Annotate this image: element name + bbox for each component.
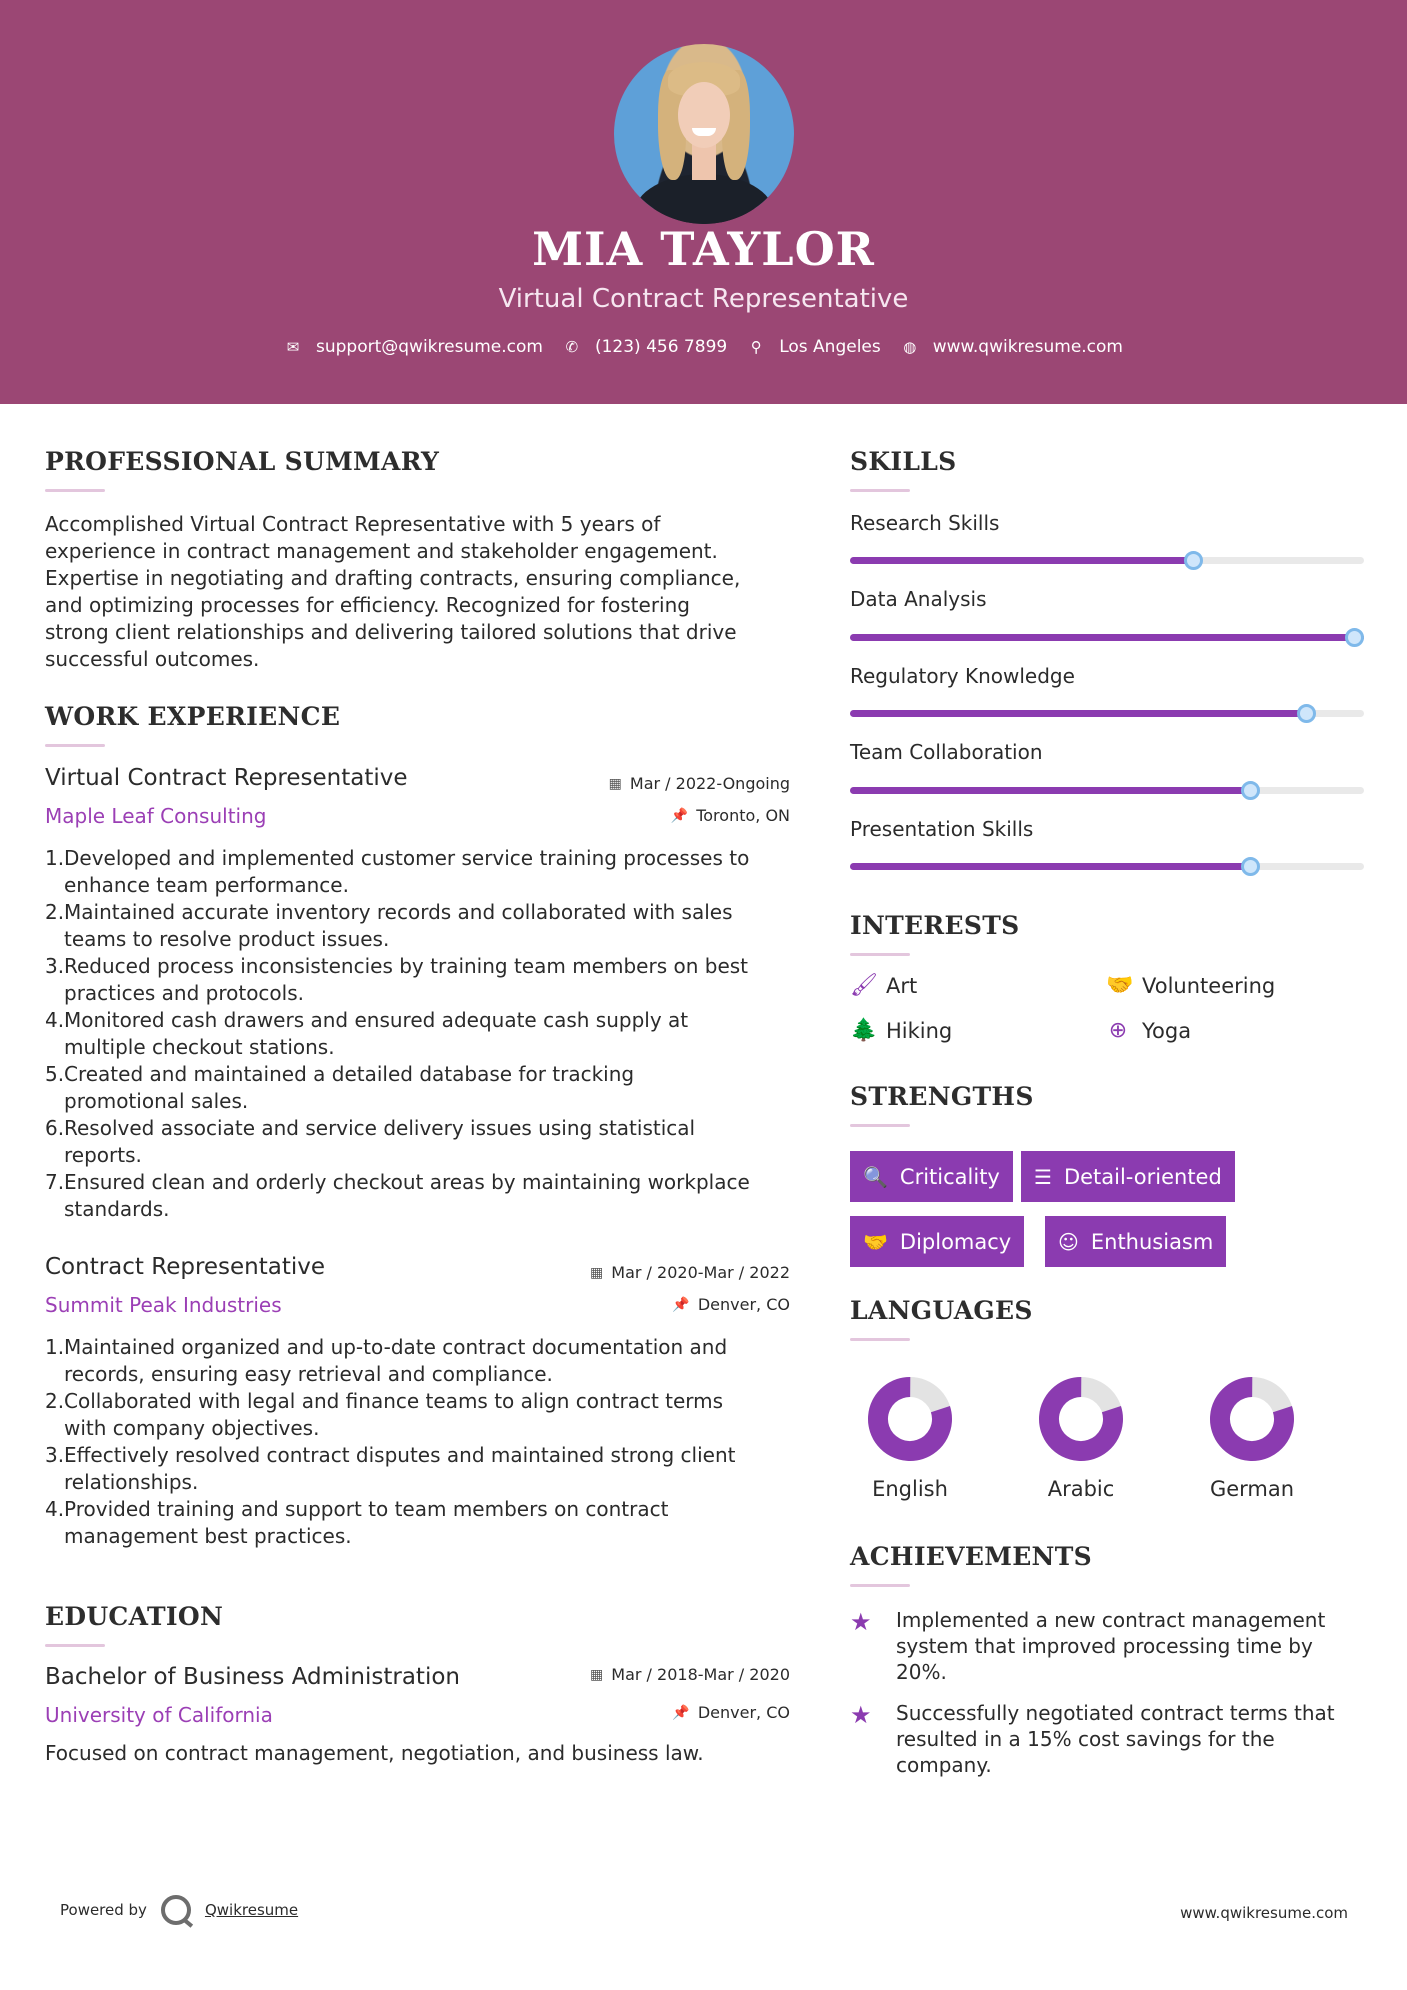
language-label: Arabic [1047, 1477, 1115, 1501]
contact-bar [0, 337, 1407, 357]
star-icon: ★ [850, 1701, 872, 1729]
education-heading: EDUCATION [45, 1602, 224, 1631]
list-line: Resolved associate and service delivery issues using statistical [64, 1116, 696, 1140]
list-line: enhance team performance. [64, 873, 349, 897]
interest-item [1106, 1018, 1191, 1043]
language-donut [866, 1375, 954, 1463]
job-location [520, 806, 790, 825]
strength-label: Criticality [899, 1164, 1000, 1189]
job-location-text: Toronto, ON [696, 806, 790, 825]
job-duties-list [45, 1334, 815, 1550]
achievement-line: 20%. [896, 1660, 947, 1684]
candidate-title: Virtual Contract Representative [498, 284, 909, 314]
list-line: Maintained organized and up-to-date contract documentation and [64, 1335, 728, 1359]
contact-email[interactable] [284, 337, 543, 357]
job-location [520, 1295, 790, 1314]
language-donut [1208, 1375, 1296, 1463]
interest-label: Yoga [1142, 1018, 1192, 1043]
contact-website[interactable] [901, 337, 1123, 357]
brand-link[interactable]: Qwikresume [204, 1901, 299, 1919]
contact-location [747, 337, 881, 357]
contact-phone[interactable] [563, 337, 727, 357]
summary-line: and optimizing processes for efficiency. Recognized for fostering [45, 593, 690, 617]
avatar-face [678, 82, 730, 148]
summary-line: Expertise in negotiating and drafting contracts, ensuring compliance, [45, 566, 741, 590]
language-label: German [1209, 1477, 1295, 1501]
achievement-text [896, 1700, 1335, 1778]
list-number: 2. [45, 1389, 65, 1413]
job-duties-list [45, 845, 815, 1223]
skill-bar [850, 634, 1364, 641]
summary-text [45, 511, 805, 673]
smile-icon: ☺ [1058, 1229, 1079, 1254]
interest-label: Art [886, 973, 918, 998]
job-title: Virtual Contract Representative [45, 765, 408, 791]
contact-phone-text: (123) 456 7899 [594, 337, 728, 357]
handshake-icon: 🤝 [863, 1229, 888, 1254]
avatar [614, 44, 794, 224]
list-item-text [64, 1007, 688, 1061]
interests-heading: INTERESTS [850, 911, 1020, 940]
globe-icon: ◍ [903, 338, 917, 356]
education-description: Focused on contract management, negotiation, and business law. [45, 1741, 704, 1765]
contact-website-text: www.qwikresume.com [932, 337, 1123, 357]
list-item-text [64, 1334, 727, 1388]
skill-label: Data Analysis [850, 587, 987, 611]
list-item [45, 1115, 815, 1169]
pushpin-icon: 📌 [670, 807, 689, 824]
list-item-text [64, 1061, 634, 1115]
language-item [850, 1375, 970, 1501]
list-number: 4. [45, 1008, 65, 1032]
section-divider [45, 489, 105, 492]
list-number: 4. [45, 1497, 65, 1521]
education-location [520, 1703, 790, 1722]
list-line: Monitored cash drawers and ensured adequate cash supply at [64, 1008, 689, 1032]
job-location-text: Denver, CO [697, 1295, 790, 1314]
candidate-name: MIA TAYLOR [532, 222, 875, 276]
skill-bar-fill [850, 787, 1251, 794]
education-dates-text: Mar / 2018-Mar / 2020 [611, 1665, 790, 1684]
skill-label: Regulatory Knowledge [850, 664, 1075, 688]
handshake-icon: 🤝 [1106, 973, 1134, 998]
language-label: English [872, 1477, 948, 1501]
summary-line: strong client relationships and delivering tailored solutions that drive [45, 620, 737, 644]
footer-branding [60, 1895, 298, 1925]
strength-tag [1021, 1151, 1235, 1202]
achievement-line: Successfully negotiated contract terms that [896, 1701, 1335, 1725]
section-divider [850, 1584, 910, 1587]
degree-title: Bachelor of Business Administration [45, 1664, 460, 1690]
list-item [45, 1496, 815, 1550]
contact-email-text: support@qwikresume.com [316, 337, 543, 357]
list-line: Collaborated with legal and finance teams to align contract terms [64, 1389, 724, 1413]
list-line: Created and maintained a detailed database for tracking [64, 1062, 635, 1086]
tree-icon: 🌲 [850, 1018, 878, 1043]
list-line: Maintained accurate inventory records and collaborated with sales [64, 900, 733, 924]
skill-bar-knob [1241, 857, 1260, 876]
education-location-text: Denver, CO [697, 1703, 790, 1722]
list-item-text [64, 1442, 735, 1496]
list-item-text [64, 1169, 750, 1223]
list-line: practices and protocols. [64, 981, 304, 1005]
interest-item [1106, 973, 1275, 998]
list-number: 2. [45, 900, 65, 924]
envelope-icon: ✉ [286, 338, 300, 356]
skills-heading: SKILLS [850, 447, 957, 476]
phone-icon: ✆ [565, 338, 579, 356]
strength-tag [850, 1216, 1024, 1267]
section-divider [45, 1644, 105, 1647]
list-line: management best practices. [64, 1524, 352, 1548]
list-line: standards. [64, 1197, 170, 1221]
skill-label: Research Skills [850, 511, 1000, 535]
lifebuoy-icon: ⊕ [1108, 1018, 1128, 1043]
list-number: 3. [45, 1443, 65, 1467]
map-pin-icon: ⚲ [750, 338, 762, 356]
pushpin-icon: 📌 [672, 1704, 690, 1721]
list-item-text [64, 1496, 668, 1550]
list-number: 7. [45, 1170, 65, 1194]
list-line: Effectively resolved contract disputes and maintained strong client [64, 1443, 736, 1467]
strength-label: Detail-oriented [1063, 1164, 1222, 1189]
list-line: teams to resolve product issues. [64, 927, 390, 951]
list-item-text [64, 899, 733, 953]
achievement-line: resulted in a 15% cost savings for the [896, 1727, 1275, 1751]
section-divider [45, 744, 105, 747]
list-item [45, 899, 815, 953]
interest-item [850, 1018, 952, 1043]
skill-bar-knob [1241, 781, 1260, 800]
skill-label: Team Collaboration [850, 740, 1043, 764]
avatar-shirt [634, 174, 774, 224]
job-dates [520, 1263, 790, 1282]
list-number: 3. [45, 954, 65, 978]
achievement-text [896, 1607, 1325, 1685]
company-name: Summit Peak Industries [45, 1293, 282, 1317]
job-dates-text: Mar / 2022-Ongoing [629, 774, 790, 793]
list-item [45, 1007, 815, 1061]
skill-bar-knob [1345, 628, 1364, 647]
list-line: reports. [64, 1143, 142, 1167]
section-divider [850, 1124, 910, 1127]
strength-tag [1045, 1216, 1226, 1267]
summary-line: Accomplished Virtual Contract Representative with 5 years of [45, 512, 661, 536]
language-item [1021, 1375, 1141, 1501]
section-divider [850, 953, 910, 956]
list-item [45, 1388, 815, 1442]
list-item [45, 1334, 815, 1388]
list-line: records, ensuring easy retrieval and compliance. [64, 1362, 553, 1386]
skill-bar-fill [850, 634, 1364, 641]
skill-bar [850, 863, 1364, 870]
list-line: with company objectives. [64, 1416, 320, 1440]
list-item [45, 1169, 815, 1223]
list-item [45, 1442, 815, 1496]
skill-bar [850, 557, 1364, 564]
interest-label: Volunteering [1142, 973, 1276, 998]
languages-heading: LANGUAGES [850, 1296, 1033, 1325]
strength-label: Diplomacy [899, 1229, 1012, 1254]
job-dates-text: Mar / 2020-Mar / 2022 [611, 1263, 790, 1282]
achievement-line: system that improved processing time by [896, 1634, 1313, 1658]
strengths-heading: STRENGTHS [850, 1082, 1034, 1111]
list-line: relationships. [64, 1470, 199, 1494]
list-icon: ☰ [1034, 1164, 1052, 1189]
list-item-text [64, 1115, 695, 1169]
powered-by-text: Powered by [60, 1901, 147, 1919]
list-item-text [64, 953, 748, 1007]
skill-bar-fill [850, 863, 1251, 870]
list-line: Developed and implemented customer service training processes to [64, 846, 750, 870]
skill-bar [850, 787, 1364, 794]
list-number: 1. [45, 846, 65, 870]
section-divider [850, 489, 910, 492]
achievement-item [850, 1607, 1370, 1685]
contact-location-text: Los Angeles [779, 337, 881, 357]
achievement-line: company. [896, 1753, 992, 1777]
list-line: Ensured clean and orderly checkout areas by maintaining workplace [64, 1170, 750, 1194]
skill-bar-knob [1297, 704, 1316, 723]
list-item [45, 845, 815, 899]
list-line: promotional sales. [64, 1089, 249, 1113]
summary-heading: PROFESSIONAL SUMMARY [45, 447, 440, 476]
avatar-neck [692, 144, 716, 180]
section-divider [850, 1338, 910, 1341]
interest-label: Hiking [886, 1018, 953, 1043]
achievement-item [850, 1700, 1370, 1778]
company-name: Maple Leaf Consulting [45, 804, 267, 828]
school-name: University of California [45, 1703, 273, 1727]
list-line: multiple checkout stations. [64, 1035, 335, 1059]
summary-line: experience in contract management and stakeholder engagement. [45, 539, 718, 563]
list-item [45, 1061, 815, 1115]
list-number: 1. [45, 1335, 65, 1359]
education-dates [520, 1665, 790, 1684]
strength-tag [850, 1151, 1013, 1202]
header-banner [0, 0, 1407, 404]
calendar-icon: ▦ [590, 1264, 604, 1281]
strength-label: Enthusiasm [1090, 1229, 1214, 1254]
list-item-text [64, 1388, 723, 1442]
search-icon: 🔍 [863, 1164, 888, 1189]
skill-bar-fill [850, 710, 1307, 717]
footer-website[interactable]: www.qwikresume.com [1180, 1904, 1348, 1922]
language-donut [1037, 1375, 1125, 1463]
qwikresume-logo-icon [161, 1895, 191, 1925]
skill-bar [850, 710, 1364, 717]
list-item [45, 953, 815, 1007]
pushpin-icon: 📌 [672, 1296, 690, 1313]
experience-heading: WORK EXPERIENCE [45, 702, 341, 731]
job-title: Contract Representative [45, 1254, 326, 1280]
list-line: Reduced process inconsistencies by training team members on best [64, 954, 749, 978]
calendar-icon: ▦ [590, 1666, 604, 1683]
list-line: Provided training and support to team members on contract [64, 1497, 669, 1521]
achievement-line: Implemented a new contract management [896, 1608, 1326, 1632]
skill-label: Presentation Skills [850, 817, 1034, 841]
interest-item [850, 973, 917, 998]
list-item-text [64, 845, 749, 899]
summary-line: successful outcomes. [45, 647, 260, 671]
list-number: 6. [45, 1116, 65, 1140]
job-dates [520, 774, 790, 793]
list-number: 5. [45, 1062, 65, 1086]
star-icon: ★ [850, 1608, 872, 1636]
paintbrush-icon: 🖌 [850, 973, 878, 998]
achievements-heading: ACHIEVEMENTS [850, 1542, 1092, 1571]
skill-bar-knob [1184, 551, 1203, 570]
calendar-icon: ▦ [608, 775, 622, 792]
language-item [1192, 1375, 1312, 1501]
skill-bar-fill [850, 557, 1194, 564]
